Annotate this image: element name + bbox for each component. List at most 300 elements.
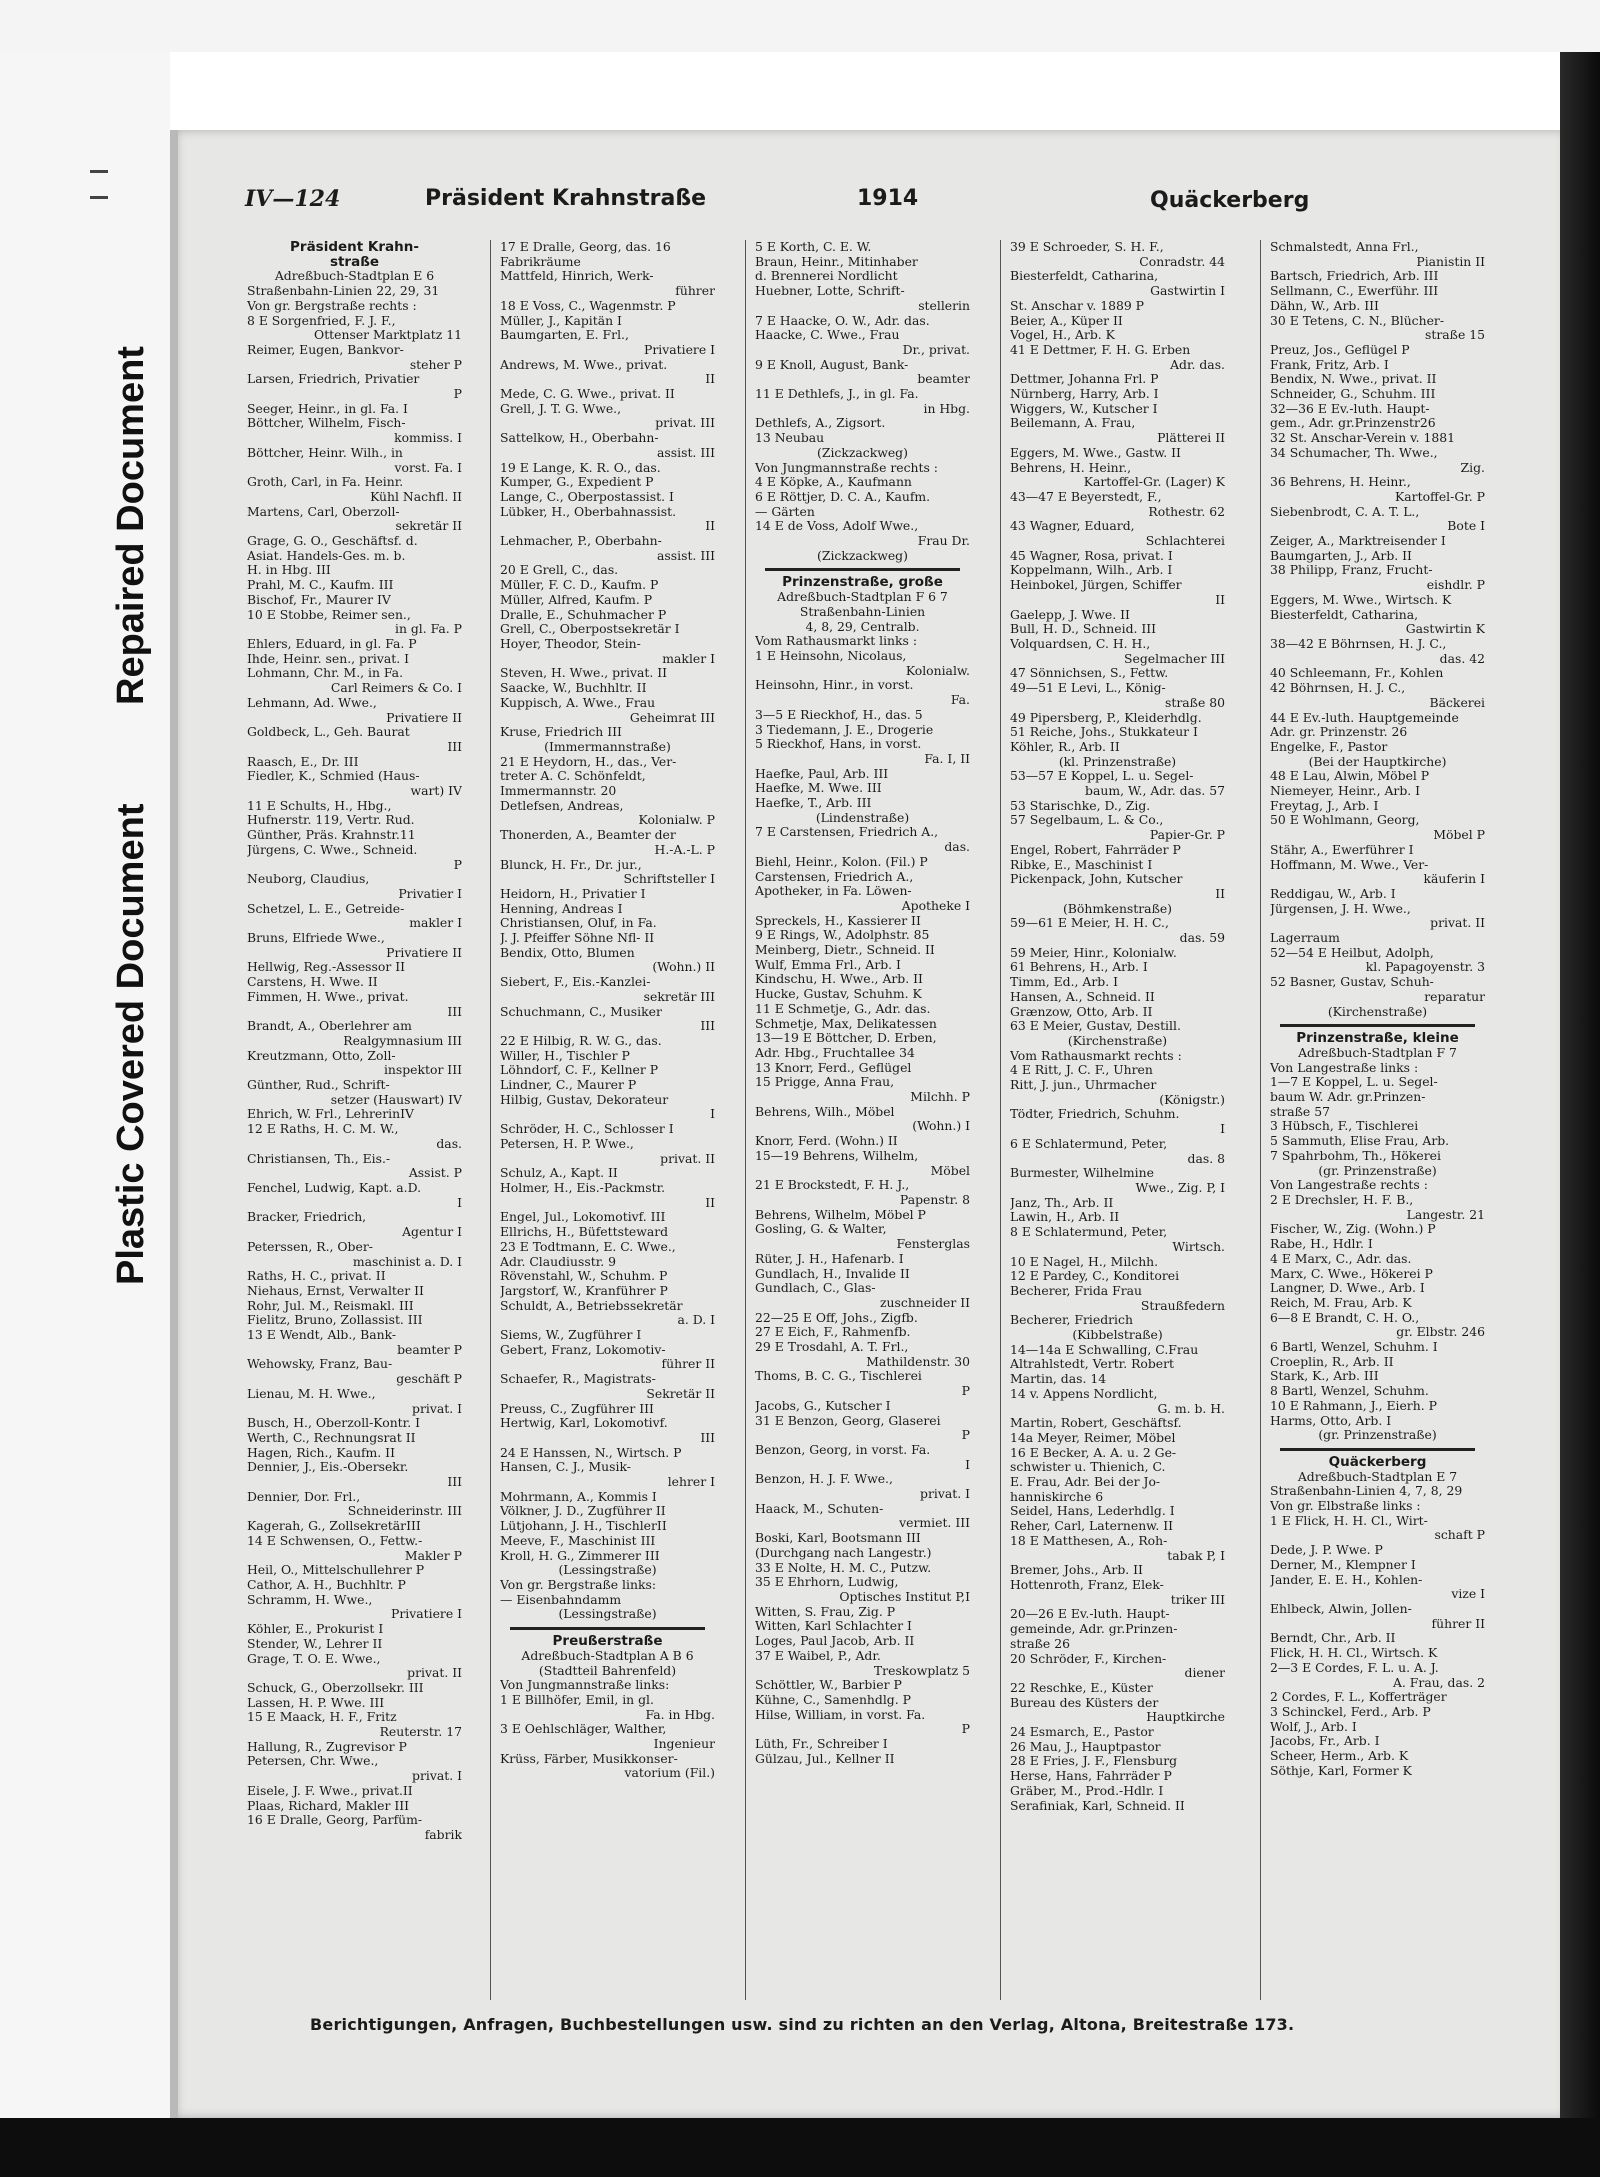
- directory-line: Gülzau, Jul., Kellner II: [755, 1750, 895, 1766]
- directory-line: H. in Hbg. III: [247, 562, 331, 578]
- directory-line: Lübker, H., Oberbahnassist.: [500, 503, 677, 519]
- directory-line: Goldbeck, L., Geh. Baurat: [247, 724, 410, 740]
- directory-line: 33 E Nolte, H. M. C., Putzw.: [755, 1559, 932, 1575]
- directory-line: 53—57 E Koppel, L. u. Segel-: [1010, 768, 1194, 784]
- directory-continuation: G. m. b. H.: [1157, 1400, 1225, 1416]
- directory-line: Wiggers, W., Kutscher I: [1010, 400, 1158, 416]
- directory-line: Biehl, Heinr., Kolon. (Fil.) P: [755, 853, 928, 869]
- directory-line: Frank, Fritz, Arb. I: [1270, 356, 1389, 372]
- scan-bottom-edge: [0, 2118, 1600, 2177]
- directory-line: Derner, M., Klempner I: [1270, 1556, 1416, 1572]
- directory-continuation: Adr. das.: [1170, 356, 1225, 372]
- directory-continuation: Makler P: [404, 1547, 462, 1563]
- directory-continuation: III: [447, 1474, 462, 1490]
- directory-continuation: gr. Elbstr. 246: [1396, 1324, 1485, 1340]
- cross-street-line: 4, 8, 29, Centralb.: [805, 618, 920, 634]
- directory-continuation: assist. III: [657, 547, 715, 563]
- directory-line: (Durchgang nach Langestr.): [755, 1544, 932, 1560]
- directory-continuation: Wwe., Zig. P, I: [1135, 1180, 1225, 1195]
- directory-line: 8 E Sorgenfried, F. J. F.,: [247, 312, 396, 328]
- directory-continuation: vorst. Fa. I: [394, 459, 462, 475]
- directory-line: Engelke, F., Pastor: [1270, 738, 1388, 754]
- directory-line: Lange, C., Oberpostassist. I: [500, 488, 674, 504]
- directory-line: 13 Neubau: [755, 430, 825, 446]
- directory-continuation: privat. II: [660, 1150, 715, 1166]
- directory-continuation: A. Frau, das. 2: [1392, 1674, 1485, 1690]
- directory-line: Bracker, Friedrich,: [247, 1209, 367, 1225]
- directory-line: Jürgensen, J. H. Wwe.,: [1270, 900, 1411, 916]
- cross-street-line: (Stadtteil Bahrenfeld): [538, 1662, 677, 1678]
- directory-line: Langner, D. Wwe., Arb. I: [1270, 1280, 1425, 1296]
- margin-mark: [90, 170, 108, 173]
- directory-continuation: maschinist a. D. I: [352, 1253, 462, 1269]
- directory-line: Haefke, Paul, Arb. III: [755, 765, 889, 781]
- directory-line: Lüth, Fr., Schreiber I: [755, 1736, 888, 1752]
- directory-line: Ehlbeck, Alwin, Jollen-: [1270, 1600, 1412, 1616]
- directory-line: 12 E Raths, H. C. M. W.,: [247, 1121, 399, 1137]
- directory-line: 45 Wagner, Rosa, privat. I: [1010, 547, 1173, 563]
- directory-line: Marx, C. Wwe., Hökerei P: [1270, 1265, 1433, 1281]
- directory-line: Schöttler, W., Barbier P: [755, 1677, 902, 1693]
- directory-line: 47 Sönnichsen, S., Fettw.: [1010, 665, 1169, 681]
- directory-line: Ehrich, W. Frl., LehrerinIV: [247, 1106, 414, 1122]
- directory-line: Fischer, W., Zig. (Wohn.) P: [1270, 1221, 1436, 1237]
- directory-continuation: inspektor III: [383, 1062, 462, 1078]
- directory-line: Rövenstahl, W., Schuhm. P: [500, 1268, 668, 1284]
- directory-line: 11 E Dethlefs, J., in gl. Fa.: [755, 386, 919, 402]
- directory-line: 3—5 E Rieckhof, H., das. 5: [755, 706, 923, 722]
- directory-line: 28 E Fries, J. F., Flensburg: [1010, 1753, 1178, 1769]
- directory-line: Sellmann, C., Ewerführ. III: [1270, 283, 1439, 299]
- directory-line: Engel, Robert, Fahrräder P: [1010, 841, 1181, 857]
- directory-line: Witten, S. Frau, Zig. P: [755, 1603, 896, 1619]
- directory-line: Reher, Carl, Laternenw. II: [1010, 1518, 1173, 1534]
- directory-line: Dennier, Dor. Frl.,: [247, 1488, 361, 1504]
- directory-line: Hagen, Rich., Kaufm. II: [247, 1444, 395, 1460]
- directory-line: Baumgarten, J., Arb. II: [1270, 547, 1412, 563]
- directory-line: Müller, F. C. D., Kaufm. P: [500, 577, 659, 593]
- directory-line: Becherer, Friedrich: [1010, 1312, 1133, 1328]
- directory-line: Lehmacher, P., Oberbahn-: [500, 533, 662, 549]
- directory-continuation: Reuterstr. 17: [379, 1724, 462, 1740]
- directory-line: Von gr. Elbstraße links :: [1270, 1498, 1421, 1514]
- directory-line: Schulz, A., Kapt. II: [500, 1165, 618, 1181]
- directory-line: Jargstorf, W., Kranführer P: [500, 1282, 668, 1298]
- directory-line: 3 Hübsch, F., Tischlerei: [1270, 1118, 1419, 1134]
- directory-line: 49—51 E Levi, L., König-: [1010, 680, 1166, 696]
- directory-continuation: Privatiere II: [386, 709, 462, 725]
- directory-continuation: P: [453, 386, 462, 402]
- directory-line: Carstens, H. Wwe. II: [247, 974, 378, 990]
- directory-line: 57 Segelbaum, L. & Co.,: [1010, 812, 1164, 828]
- directory-line: 14 v. Appens Nordlicht,: [1010, 1385, 1158, 1401]
- directory-continuation: Gastwirtin I: [1150, 283, 1225, 299]
- directory-line: 2—3 E Cordes, F. L. u. A. J.: [1270, 1659, 1439, 1675]
- directory-line: 42 Böhrnsen, H. J. C.,: [1270, 680, 1406, 696]
- directory-continuation: makler I: [409, 915, 462, 931]
- directory-line: Prahl, M. C., Kaufm. III: [247, 577, 394, 593]
- directory-continuation: Carl Reimers & Co. I: [330, 680, 462, 696]
- directory-line: Krüss, Färber, Musikkonser-: [500, 1750, 678, 1766]
- directory-line: Hottenroth, Franz, Elek-: [1010, 1576, 1164, 1592]
- directory-line: Pickenpack, John, Kutscher: [1010, 871, 1183, 887]
- directory-line: Beier, A., Küper II: [1010, 312, 1123, 328]
- directory-line: 8 E Schlatermund, Peter,: [1010, 1224, 1168, 1240]
- directory-line: Lassen, H. P. Wwe. III: [247, 1694, 385, 1710]
- directory-continuation: Kolonialw. P: [638, 812, 715, 828]
- directory-line: 32—36 E Ev.-luth. Haupt-: [1270, 400, 1430, 416]
- directory-line: 52 Basner, Gustav, Schuh-: [1270, 974, 1434, 990]
- directory-line: Söthje, Karl, Former K: [1270, 1762, 1412, 1778]
- directory-line: Hallung, R., Zugrevisor P: [247, 1738, 407, 1754]
- directory-line: Biesterfeldt, Catharina,: [1010, 268, 1159, 284]
- directory-continuation: zuschneider II: [880, 1294, 970, 1310]
- directory-line: Preuz, Jos., Geflügel P: [1270, 341, 1410, 357]
- directory-continuation: privat. II: [407, 1665, 462, 1681]
- directory-continuation: Milchh. P: [910, 1089, 970, 1105]
- directory-line: Raasch, E., Dr. III: [247, 753, 359, 769]
- directory-line: 7 E Carstensen, Friedrich A.,: [755, 824, 939, 840]
- cross-street-line: (Immermannstraße): [544, 738, 671, 754]
- directory-line: 1—7 E Koppel, L. u. Segel-: [1270, 1074, 1438, 1090]
- directory-line: Heinbokel, Jürgen, Schiffer: [1010, 577, 1182, 593]
- directory-continuation: Frau Dr.: [917, 533, 970, 549]
- directory-line: Haacke, C. Wwe., Frau: [755, 327, 900, 343]
- directory-line: Schmetje, Max, Delikatessen: [755, 1015, 937, 1031]
- directory-continuation: das. 8: [1187, 1150, 1225, 1166]
- directory-line: Altrahlstedt, Vertr. Robert: [1010, 1356, 1175, 1372]
- directory-line: Jander, E. E. H., Kohlen-: [1270, 1571, 1423, 1587]
- directory-continuation: makler I: [662, 650, 715, 666]
- directory-line: Immermannstr. 20: [500, 783, 617, 799]
- directory-line: Hucke, Gustav, Schuhm. K: [755, 986, 922, 1002]
- directory-line: 22 E Hilbig, R. W. G., das.: [500, 1032, 662, 1048]
- directory-continuation: Plätterei II: [1157, 430, 1225, 446]
- directory-line: Schramm, H. Wwe.,: [247, 1591, 373, 1607]
- header-first-street: Präsident Krahnstraße: [425, 186, 707, 211]
- directory-continuation: (Wohn.) II: [652, 959, 715, 975]
- directory-line: 37 E Waibel, P., Adr.: [755, 1647, 881, 1663]
- directory-continuation: baum, W., Adr. das. 57: [1085, 783, 1225, 799]
- directory-line: Haefke, T., Arb. III: [755, 795, 872, 811]
- side-label-plastic-covered: Plastic Covered Document: [110, 803, 152, 1285]
- directory-continuation: Möbel P: [1433, 827, 1485, 843]
- directory-line: 30 E Tetens, C. N., Blücher-: [1270, 312, 1445, 328]
- directory-continuation: Kolonialw.: [905, 662, 970, 678]
- directory-line: Thonerden, A., Beamter der: [500, 827, 676, 843]
- directory-line: Straßenbahn-Linien 4, 7, 8, 29: [1270, 1483, 1463, 1499]
- directory-line: Kroll, H. G., Zimmerer III: [500, 1547, 660, 1563]
- directory-line: 8 Bartl, Wenzel, Schuhm.: [1270, 1383, 1429, 1399]
- margin-mark: [90, 196, 108, 199]
- directory-continuation: II: [705, 1194, 715, 1210]
- directory-continuation: käuferin I: [1423, 871, 1485, 887]
- directory-line: 40 Schleemann, Fr., Kohlen: [1270, 665, 1444, 681]
- directory-line: gemeinde, Adr. gr.Prinzen-: [1010, 1621, 1178, 1637]
- directory-continuation: Privatier I: [398, 885, 462, 901]
- directory-line: Henning, Andreas I: [500, 900, 623, 916]
- cross-street-line: (Lessingstraße): [558, 1562, 657, 1578]
- directory-line: 4 E Marx, C., Adr. das.: [1270, 1250, 1412, 1266]
- directory-line: Schuck, G., Oberzollsekr. III: [247, 1679, 424, 1695]
- directory-line: Gaelepp, J. Wwe. II: [1010, 606, 1130, 622]
- directory-line: Dralle, E., Schuhmacher P: [500, 606, 667, 622]
- directory-line: Gräber, M., Prod.-Hdlr. I: [1010, 1782, 1164, 1798]
- directory-line: 2 E Drechsler, H. F. B.,: [1270, 1192, 1414, 1207]
- directory-line: Asiat. Handels-Ges. m. b.: [247, 547, 406, 563]
- cross-street-line: (Bei der Hauptkirche): [1308, 753, 1447, 769]
- column-divider: [1000, 240, 1001, 2000]
- directory-line: Mohrmann, A., Kommis I: [500, 1488, 657, 1504]
- directory-line: Serafiniak, Karl, Schneid. II: [1010, 1797, 1185, 1813]
- directory-continuation: Conradstr. 44: [1139, 253, 1225, 269]
- directory-line: Bendix, N. Wwe., privat. II: [1270, 371, 1437, 387]
- directory-line: Niemeyer, Heinr., Arb. I: [1270, 783, 1421, 799]
- directory-line: 27 E Eich, F., Rahmenfb.: [755, 1324, 911, 1340]
- directory-line: 35 E Ehrhorn, Ludwig,: [755, 1574, 899, 1590]
- directory-line: 6—8 E Brandt, C. H. O.,: [1270, 1309, 1420, 1325]
- cross-street-line: Straßenbahn-Linien: [799, 603, 926, 619]
- directory-continuation: Kartoffel-Gr. P: [1395, 488, 1485, 504]
- directory-line: Benzon, Georg, in vorst. Fa.: [755, 1441, 931, 1457]
- directory-line: Sattelkow, H., Oberbahn-: [500, 430, 659, 446]
- directory-continuation: I: [965, 1456, 970, 1472]
- directory-line: 22 Reschke, E., Küster: [1010, 1679, 1153, 1695]
- directory-line: Gundlach, H., Invalide II: [755, 1265, 910, 1281]
- directory-line: Hilse, William, in vorst. Fa.: [755, 1706, 926, 1722]
- directory-line: Lütjohann, J. H., TischlerII: [500, 1518, 667, 1534]
- directory-line: 21 E Heydorn, H., das., Ver-: [500, 753, 677, 769]
- street-heading: Präsident Krahn-: [290, 240, 419, 255]
- directory-line: Völkner, J. D., Zugführer II: [500, 1503, 666, 1519]
- directory-line: 9 E Rings, W., Adolphstr. 85: [755, 927, 930, 943]
- directory-continuation: beamter P: [397, 1341, 462, 1357]
- directory-line: Croeplin, R., Arb. II: [1270, 1353, 1394, 1369]
- directory-line: Meinberg, Dietr., Schneid. II: [755, 942, 935, 958]
- directory-line: Adr. Claudiusstr. 9: [500, 1253, 617, 1269]
- directory-line: Hufnerstr. 119, Vertr. Rud.: [247, 812, 415, 828]
- directory-line: Witten, Karl Schlachter I: [755, 1618, 912, 1634]
- directory-line: Fimmen, H. Wwe., privat.: [247, 988, 409, 1004]
- directory-line: Schuchmann, C., Musiker: [500, 1003, 662, 1019]
- directory-line: 3 Tiedemann, J. E., Drogerie: [755, 721, 934, 737]
- directory-line: Haefke, M. Wwe. III: [755, 780, 882, 796]
- directory-continuation: privat. I: [412, 1400, 462, 1416]
- directory-line: Von Jungmannstraße links:: [500, 1677, 670, 1693]
- directory-line: Adr. gr. Prinzenstr. 26: [1270, 724, 1408, 740]
- directory-line: Heil, O., Mittelschullehrer P: [247, 1562, 425, 1578]
- directory-continuation: Straußfedern: [1140, 1297, 1225, 1313]
- directory-line: 5 Rieckhof, Hans, in vorst.: [755, 736, 922, 752]
- section-rule: [765, 568, 960, 571]
- directory-line: Dede, J. P. Wwe. P: [1270, 1542, 1383, 1558]
- directory-line: Kumper, G., Expedient P: [500, 474, 654, 490]
- directory-continuation: straße 80: [1165, 694, 1225, 710]
- directory-line: Reimer, Eugen, Bankvor-: [247, 341, 404, 357]
- directory-line: Lagerraum: [1270, 930, 1340, 946]
- cross-street-line: (Zickzackweg): [817, 547, 908, 563]
- directory-continuation: Privatiere II: [386, 944, 462, 960]
- cross-street-line: (Zickzackweg): [817, 444, 908, 460]
- directory-line: 14 E Schwensen, O., Fettw.-: [247, 1532, 423, 1548]
- directory-line: Bendix, Otto, Blumen: [500, 944, 635, 960]
- directory-continuation: Schlachterei: [1145, 533, 1225, 549]
- directory-line: Hansen, A., Schneid. II: [1010, 988, 1155, 1004]
- directory-line: 5 E Korth, C. E. W.: [755, 240, 872, 254]
- directory-line: 13 Knorr, Ferd., Geflügel: [755, 1059, 912, 1075]
- directory-continuation: P: [961, 1383, 970, 1399]
- directory-line: Spreckels, H., Kassierer II: [755, 912, 921, 928]
- directory-line: straße 26: [1010, 1635, 1070, 1651]
- directory-continuation: stellerin: [918, 297, 970, 313]
- directory-continuation: vermiet. III: [899, 1515, 970, 1531]
- cross-street-line: (Kibbelstraße): [1072, 1327, 1163, 1343]
- directory-continuation: das.: [436, 1135, 462, 1151]
- directory-line: Adr. Hbg., Fruchtallee 34: [755, 1044, 915, 1060]
- directory-line: Timm, Ed., Arb. I: [1010, 974, 1118, 990]
- directory-line: Vogel, H., Arb. K: [1010, 327, 1115, 343]
- directory-line: J. J. Pfeiffer Söhne Nfl- II: [500, 930, 655, 946]
- directory-line: Peterssen, R., Ober-: [247, 1238, 373, 1254]
- directory-line: Busch, H., Oberzoll-Kontr. I: [247, 1415, 420, 1431]
- directory-line: Hellwig, Reg.-Assessor II: [247, 959, 405, 975]
- directory-continuation: das.: [944, 839, 970, 855]
- directory-line: Stähr, A., Ewerführer I: [1270, 841, 1414, 857]
- cross-street-line: (gr. Prinzenstraße): [1318, 1162, 1437, 1178]
- directory-line: 53 Starischke, D., Zig.: [1010, 797, 1151, 813]
- directory-line: Holmer, H., Eis.-Packmstr.: [500, 1180, 666, 1195]
- directory-line: 49 Pipersberg, P., Kleiderhdlg.: [1010, 709, 1202, 725]
- directory-line: Von gr. Bergstraße links:: [500, 1576, 656, 1592]
- directory-line: Meeve, F., Maschinist III: [500, 1532, 656, 1548]
- directory-line: Behrens, Wilhelm, Möbel P: [755, 1206, 926, 1222]
- directory-line: 17 E Dralle, Georg, das. 16: [500, 240, 671, 254]
- directory-line: 59—61 E Meier, H. H. C.,: [1010, 915, 1169, 931]
- directory-line: Becherer, Frida Frau: [1010, 1282, 1143, 1298]
- directory-continuation: Langestr. 21: [1406, 1206, 1485, 1222]
- directory-line: 38 Philipp, Franz, Frucht-: [1270, 562, 1433, 578]
- directory-line: Grage, G. O., Geschäftsf. d.: [247, 533, 418, 549]
- directory-line: Apotheker, in Fa. Löwen-: [755, 883, 912, 899]
- directory-line: Reich, M. Frau, Arb. K: [1270, 1294, 1412, 1310]
- directory-continuation: II: [705, 371, 715, 387]
- directory-line: Bull, H. D., Schneid. III: [1010, 621, 1157, 637]
- directory-line: 7 Spahrbohm, Th., Hökerei: [1270, 1147, 1441, 1163]
- directory-line: 24 E Hanssen, N., Wirtsch. P: [500, 1444, 682, 1460]
- directory-line: Bremer, Johs., Arb. II: [1010, 1562, 1143, 1578]
- directory-line: Lehmann, Ad. Wwe.,: [247, 694, 377, 710]
- directory-line: Heidorn, H., Privatier I: [500, 885, 646, 901]
- cross-street-line: (gr. Prinzenstraße): [1318, 1427, 1437, 1443]
- directory-line: Eisele, J. F. Wwe., privat.II: [247, 1782, 413, 1798]
- directory-continuation: in gl. Fa. P: [394, 621, 462, 637]
- directory-line: Ellrichs, H., Büfettsteward: [500, 1224, 669, 1240]
- directory-line: Wehowsky, Franz, Bau-: [247, 1356, 393, 1372]
- directory-continuation: Rothestr. 62: [1148, 503, 1225, 519]
- directory-column-3: [755, 240, 970, 1766]
- directory-line: 51 Reiche, Johs., Stukkateur I: [1010, 724, 1198, 740]
- directory-line: Grell, J. T. G. Wwe.,: [500, 400, 622, 416]
- directory-continuation: Möbel: [930, 1162, 970, 1178]
- directory-line: 20 Schröder, F., Kirchen-: [1010, 1650, 1167, 1666]
- scan-top-margin: [0, 0, 1600, 52]
- directory-line: 50 E Wohlmann, Georg,: [1270, 812, 1420, 828]
- directory-line: 15 E Maack, H. F., Fritz: [247, 1709, 397, 1725]
- directory-line: Böttcher, Heinr. Wilh., in: [247, 444, 403, 460]
- cross-street-line: (Böhmkenstraße): [1062, 900, 1173, 916]
- directory-line: Martens, Carl, Oberzoll-: [247, 503, 400, 519]
- directory-line: Nürnberg, Harry, Arb. I: [1010, 386, 1159, 402]
- directory-line: Carstensen, Friedrich A.,: [755, 868, 914, 884]
- directory-continuation: (Wohn.) I: [912, 1118, 970, 1134]
- directory-line: — Gärten: [755, 503, 815, 519]
- directory-line: Detlefsen, Andreas,: [500, 797, 624, 813]
- directory-continuation: fabrik: [424, 1826, 462, 1842]
- directory-line: Kindschu, H. Wwe., Arb. II: [755, 971, 923, 987]
- directory-line: 3 E Oehlschläger, Walther,: [500, 1721, 667, 1737]
- directory-continuation: führer II: [661, 1356, 715, 1372]
- directory-continuation: sekretär III: [643, 988, 715, 1004]
- header-year: 1914: [857, 186, 919, 211]
- directory-line: 12 E Pardey, C., Konditorei: [1010, 1268, 1180, 1284]
- cross-street-line: Adreßbuch-Stadtplan F 7: [1298, 1044, 1457, 1060]
- directory-continuation: kl. Papagoyenstr. 3: [1365, 959, 1485, 975]
- directory-continuation: wart) IV: [410, 783, 462, 799]
- directory-line: 22—25 E Off, Johs., Zigfb.: [755, 1309, 918, 1325]
- directory-continuation: III: [447, 1003, 462, 1019]
- directory-line: 9 E Knoll, August, Bank-: [755, 356, 909, 372]
- directory-line: Martin, Robert, Geschäftsf.: [1010, 1415, 1182, 1431]
- cross-street-line: Adreßbuch-Stadtplan F 6 7: [777, 589, 948, 605]
- directory-line: 4 E Köpke, A., Kaufmann: [755, 474, 912, 490]
- directory-line: 1 E Billhöfer, Emil, in gl.: [500, 1691, 654, 1707]
- directory-line: 31 E Benzon, Georg, Glaserei: [755, 1412, 941, 1428]
- directory-continuation: Apotheke I: [901, 897, 970, 913]
- directory-continuation: das. 42: [1439, 650, 1485, 666]
- directory-line: Vom Rathausmarkt rechts :: [1010, 1047, 1182, 1063]
- directory-line: Behrens, Wilh., Möbel: [755, 1103, 895, 1119]
- directory-continuation: Schneiderinstr. III: [347, 1503, 462, 1519]
- directory-line: Günther, Präs. Krahnstr.11: [247, 827, 416, 843]
- directory-line: Koppelmann, Wilh., Arb. I: [1010, 562, 1173, 578]
- directory-line: Grage, T. O. E. Wwe.,: [247, 1650, 381, 1666]
- directory-line: Köhler, R., Arb. II: [1010, 738, 1120, 754]
- directory-line: Brandt, A., Oberlehrer am: [247, 1018, 412, 1034]
- directory-line: 3 Schinckel, Ferd., Arb. P: [1270, 1703, 1431, 1719]
- directory-line: 36 Behrens, H. Heinr.,: [1270, 474, 1411, 490]
- directory-continuation: vize I: [1451, 1586, 1485, 1602]
- directory-line: 10 E Rahmann, J., Eierh. P: [1270, 1397, 1437, 1413]
- directory-line: 29 E Trosdahl, A. T. Frl.,: [755, 1339, 909, 1355]
- directory-line: Löhndorf, C. F., Kellner P: [500, 1062, 659, 1078]
- directory-line: Heinsohn, Hinr., in vorst.: [755, 677, 914, 693]
- directory-continuation: Privatiere I: [391, 1606, 462, 1622]
- directory-line: Christiansen, Oluf, in Fa.: [500, 915, 657, 931]
- directory-line: Lienau, M. H. Wwe.,: [247, 1385, 376, 1401]
- directory-line: Schneider, G., Schuhm. III: [1270, 386, 1436, 402]
- directory-line: Scheer, Herm., Arb. K: [1270, 1748, 1409, 1764]
- directory-line: 20—26 E Ev.-luth. Haupt-: [1010, 1606, 1170, 1622]
- cross-street-line: (Lindenstraße): [815, 809, 910, 825]
- directory-continuation: vatorium (Fil.): [624, 1765, 715, 1781]
- directory-line: Petersen, Chr. Wwe.,: [247, 1753, 379, 1769]
- directory-continuation: (Königstr.): [1159, 1091, 1225, 1107]
- directory-continuation: P: [961, 1721, 970, 1737]
- directory-line: 18 E Matthesen, A., Roh-: [1010, 1532, 1168, 1548]
- directory-continuation: Geheimrat III: [629, 709, 715, 725]
- directory-line: Jacobs, G., Kutscher I: [755, 1397, 891, 1413]
- directory-line: 6 E Schlatermund, Peter,: [1010, 1135, 1168, 1151]
